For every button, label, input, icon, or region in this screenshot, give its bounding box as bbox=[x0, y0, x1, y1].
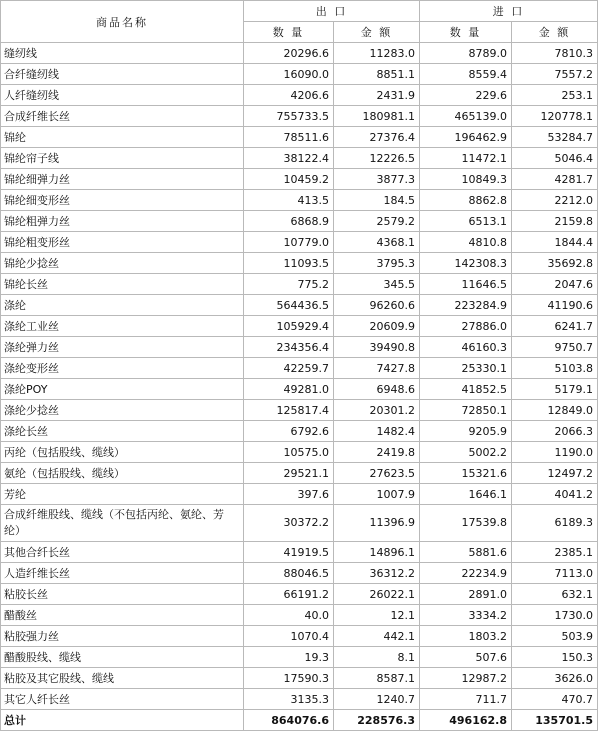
import-quantity-cell: 1646.1 bbox=[420, 484, 512, 505]
export-quantity-cell: 125817.4 bbox=[244, 400, 334, 421]
export-amount-cell: 36312.2 bbox=[334, 563, 420, 584]
product-name-cell: 锦纶少捻丝 bbox=[1, 253, 244, 274]
header-import: 进 口 bbox=[420, 1, 598, 22]
product-name-cell: 醋酸股线、缆线 bbox=[1, 647, 244, 668]
export-quantity-cell: 29521.1 bbox=[244, 463, 334, 484]
export-amount-cell: 4368.1 bbox=[334, 232, 420, 253]
table-row bbox=[1, 211, 598, 232]
table-row bbox=[1, 484, 598, 505]
table-row bbox=[1, 400, 598, 421]
export-quantity-cell: 11093.5 bbox=[244, 253, 334, 274]
import-amount-cell: 6241.7 bbox=[512, 316, 598, 337]
table-row bbox=[1, 689, 598, 710]
export-amount-cell: 12226.5 bbox=[334, 148, 420, 169]
export-amount-cell: 3877.3 bbox=[334, 169, 420, 190]
import-quantity-cell: 41852.5 bbox=[420, 379, 512, 400]
export-quantity-cell: 775.2 bbox=[244, 274, 334, 295]
header-product-name: 商品名称 bbox=[1, 1, 244, 43]
import-amount-cell: 5103.8 bbox=[512, 358, 598, 379]
import-quantity-cell: 223284.9 bbox=[420, 295, 512, 316]
table-row bbox=[1, 647, 598, 668]
import-amount-cell: 253.1 bbox=[512, 85, 598, 106]
import-quantity-cell: 229.6 bbox=[420, 85, 512, 106]
product-name-cell: 锦纶细变形丝 bbox=[1, 190, 244, 211]
import-quantity-cell: 4810.8 bbox=[420, 232, 512, 253]
import-quantity-cell: 507.6 bbox=[420, 647, 512, 668]
export-quantity-cell: 16090.0 bbox=[244, 64, 334, 85]
table-row bbox=[1, 463, 598, 484]
export-amount-cell: 184.5 bbox=[334, 190, 420, 211]
export-quantity-cell: 88046.5 bbox=[244, 563, 334, 584]
export-amount-cell: 96260.6 bbox=[334, 295, 420, 316]
table-row bbox=[1, 379, 598, 400]
export-quantity-cell: 6868.9 bbox=[244, 211, 334, 232]
product-name-cell: 总计 bbox=[1, 710, 244, 731]
export-amount-cell: 6948.6 bbox=[334, 379, 420, 400]
product-name-cell: 氨纶（包括股线、缆线） bbox=[1, 463, 244, 484]
export-amount-cell: 12.1 bbox=[334, 605, 420, 626]
product-name-cell: 涤纶变形丝 bbox=[1, 358, 244, 379]
import-amount-cell: 7113.0 bbox=[512, 563, 598, 584]
import-quantity-cell: 196462.9 bbox=[420, 127, 512, 148]
table-row bbox=[1, 442, 598, 463]
export-quantity-cell: 17590.3 bbox=[244, 668, 334, 689]
product-name-cell: 芳纶 bbox=[1, 484, 244, 505]
import-quantity-cell: 142308.3 bbox=[420, 253, 512, 274]
export-quantity-cell: 78511.6 bbox=[244, 127, 334, 148]
export-quantity-cell: 105929.4 bbox=[244, 316, 334, 337]
export-amount-cell: 8851.1 bbox=[334, 64, 420, 85]
table-row bbox=[1, 668, 598, 689]
product-name-cell: 锦纶粗变形丝 bbox=[1, 232, 244, 253]
table-row bbox=[1, 232, 598, 253]
import-amount-cell: 1844.4 bbox=[512, 232, 598, 253]
export-quantity-cell: 38122.4 bbox=[244, 148, 334, 169]
table-row bbox=[1, 43, 598, 64]
export-amount-cell: 11396.9 bbox=[334, 505, 420, 542]
import-amount-cell: 2385.1 bbox=[512, 542, 598, 563]
import-amount-cell: 2066.3 bbox=[512, 421, 598, 442]
import-quantity-cell: 8559.4 bbox=[420, 64, 512, 85]
table-body bbox=[1, 43, 598, 731]
export-quantity-cell: 755733.5 bbox=[244, 106, 334, 127]
import-amount-cell: 632.1 bbox=[512, 584, 598, 605]
import-amount-cell: 35692.8 bbox=[512, 253, 598, 274]
table-row bbox=[1, 64, 598, 85]
export-amount-cell: 14896.1 bbox=[334, 542, 420, 563]
import-amount-cell: 9750.7 bbox=[512, 337, 598, 358]
export-amount-cell: 7427.8 bbox=[334, 358, 420, 379]
import-amount-cell: 53284.7 bbox=[512, 127, 598, 148]
table-row bbox=[1, 295, 598, 316]
export-amount-cell: 2579.2 bbox=[334, 211, 420, 232]
export-quantity-cell: 41919.5 bbox=[244, 542, 334, 563]
product-name-cell: 人造纤维长丝 bbox=[1, 563, 244, 584]
export-amount-cell: 8.1 bbox=[334, 647, 420, 668]
import-quantity-cell: 46160.3 bbox=[420, 337, 512, 358]
export-quantity-cell: 4206.6 bbox=[244, 85, 334, 106]
export-quantity-cell: 397.6 bbox=[244, 484, 334, 505]
export-quantity-cell: 6792.6 bbox=[244, 421, 334, 442]
export-amount-cell: 2431.9 bbox=[334, 85, 420, 106]
product-name-cell: 丙纶（包括股线、缆线） bbox=[1, 442, 244, 463]
export-quantity-cell: 10459.2 bbox=[244, 169, 334, 190]
import-quantity-cell: 2891.0 bbox=[420, 584, 512, 605]
import-quantity-cell: 11472.1 bbox=[420, 148, 512, 169]
export-quantity-cell: 20296.6 bbox=[244, 43, 334, 64]
table-row bbox=[1, 106, 598, 127]
import-amount-cell: 12849.0 bbox=[512, 400, 598, 421]
export-quantity-cell: 40.0 bbox=[244, 605, 334, 626]
import-amount-cell: 120778.1 bbox=[512, 106, 598, 127]
export-quantity-cell: 3135.3 bbox=[244, 689, 334, 710]
header-export: 出 口 bbox=[244, 1, 420, 22]
product-name-cell: 涤纶 bbox=[1, 295, 244, 316]
export-amount-cell: 2419.8 bbox=[334, 442, 420, 463]
export-amount-cell: 11283.0 bbox=[334, 43, 420, 64]
import-quantity-cell: 1803.2 bbox=[420, 626, 512, 647]
import-amount-cell: 3626.0 bbox=[512, 668, 598, 689]
export-amount-cell: 442.1 bbox=[334, 626, 420, 647]
table-row bbox=[1, 626, 598, 647]
header-import-amount: 金 额 bbox=[512, 22, 598, 43]
import-quantity-cell: 6513.1 bbox=[420, 211, 512, 232]
export-quantity-cell: 66191.2 bbox=[244, 584, 334, 605]
export-amount-cell: 8587.1 bbox=[334, 668, 420, 689]
product-name-cell: 锦纶帘子线 bbox=[1, 148, 244, 169]
export-amount-cell: 26022.1 bbox=[334, 584, 420, 605]
import-quantity-cell: 711.7 bbox=[420, 689, 512, 710]
product-name-cell: 其它人纤长丝 bbox=[1, 689, 244, 710]
export-amount-cell: 1007.9 bbox=[334, 484, 420, 505]
product-name-cell: 缝纫线 bbox=[1, 43, 244, 64]
table-row bbox=[1, 274, 598, 295]
export-amount-cell: 1240.7 bbox=[334, 689, 420, 710]
export-quantity-cell: 49281.0 bbox=[244, 379, 334, 400]
table-row bbox=[1, 85, 598, 106]
export-quantity-cell: 864076.6 bbox=[244, 710, 334, 731]
total-row bbox=[1, 710, 598, 731]
export-amount-cell: 39490.8 bbox=[334, 337, 420, 358]
table-row bbox=[1, 584, 598, 605]
table-row bbox=[1, 337, 598, 358]
product-name-cell: 涤纶长丝 bbox=[1, 421, 244, 442]
import-quantity-cell: 27886.0 bbox=[420, 316, 512, 337]
product-name-cell: 其他合纤长丝 bbox=[1, 542, 244, 563]
export-amount-cell: 3795.3 bbox=[334, 253, 420, 274]
table-row bbox=[1, 316, 598, 337]
import-amount-cell: 1190.0 bbox=[512, 442, 598, 463]
import-quantity-cell: 5881.6 bbox=[420, 542, 512, 563]
import-amount-cell: 150.3 bbox=[512, 647, 598, 668]
table-row bbox=[1, 542, 598, 563]
table-row bbox=[1, 421, 598, 442]
export-quantity-cell: 234356.4 bbox=[244, 337, 334, 358]
import-quantity-cell: 10849.3 bbox=[420, 169, 512, 190]
import-quantity-cell: 465139.0 bbox=[420, 106, 512, 127]
import-quantity-cell: 12987.2 bbox=[420, 668, 512, 689]
product-name-cell: 涤纶POY bbox=[1, 379, 244, 400]
table-row bbox=[1, 148, 598, 169]
table-row bbox=[1, 358, 598, 379]
export-quantity-cell: 564436.5 bbox=[244, 295, 334, 316]
export-amount-cell: 27623.5 bbox=[334, 463, 420, 484]
header-import-quantity: 数 量 bbox=[420, 22, 512, 43]
import-amount-cell: 4041.2 bbox=[512, 484, 598, 505]
import-amount-cell: 503.9 bbox=[512, 626, 598, 647]
export-amount-cell: 1482.4 bbox=[334, 421, 420, 442]
import-quantity-cell: 22234.9 bbox=[420, 563, 512, 584]
import-quantity-cell: 9205.9 bbox=[420, 421, 512, 442]
import-quantity-cell: 17539.8 bbox=[420, 505, 512, 542]
table-row bbox=[1, 605, 598, 626]
export-amount-cell: 345.5 bbox=[334, 274, 420, 295]
export-quantity-cell: 19.3 bbox=[244, 647, 334, 668]
export-amount-cell: 27376.4 bbox=[334, 127, 420, 148]
import-amount-cell: 12497.2 bbox=[512, 463, 598, 484]
import-amount-cell: 7810.3 bbox=[512, 43, 598, 64]
export-quantity-cell: 42259.7 bbox=[244, 358, 334, 379]
product-name-cell: 锦纶长丝 bbox=[1, 274, 244, 295]
import-quantity-cell: 25330.1 bbox=[420, 358, 512, 379]
import-amount-cell: 5046.4 bbox=[512, 148, 598, 169]
header-export-quantity: 数 量 bbox=[244, 22, 334, 43]
product-name-cell: 粘胶强力丝 bbox=[1, 626, 244, 647]
export-amount-cell: 20609.9 bbox=[334, 316, 420, 337]
import-quantity-cell: 496162.8 bbox=[420, 710, 512, 731]
product-name-cell: 合纤缝纫线 bbox=[1, 64, 244, 85]
export-amount-cell: 180981.1 bbox=[334, 106, 420, 127]
product-name-cell: 涤纶弹力丝 bbox=[1, 337, 244, 358]
import-amount-cell: 2212.0 bbox=[512, 190, 598, 211]
import-quantity-cell: 15321.6 bbox=[420, 463, 512, 484]
product-name-cell: 锦纶 bbox=[1, 127, 244, 148]
export-amount-cell: 228576.3 bbox=[334, 710, 420, 731]
table-row bbox=[1, 190, 598, 211]
import-quantity-cell: 72850.1 bbox=[420, 400, 512, 421]
product-name-cell: 涤纶工业丝 bbox=[1, 316, 244, 337]
product-name-cell: 锦纶粗弹力丝 bbox=[1, 211, 244, 232]
import-amount-cell: 1730.0 bbox=[512, 605, 598, 626]
export-amount-cell: 20301.2 bbox=[334, 400, 420, 421]
table-row bbox=[1, 127, 598, 148]
export-quantity-cell: 10779.0 bbox=[244, 232, 334, 253]
import-amount-cell: 135701.5 bbox=[512, 710, 598, 731]
import-amount-cell: 7557.2 bbox=[512, 64, 598, 85]
export-quantity-cell: 413.5 bbox=[244, 190, 334, 211]
product-name-cell: 锦纶细弹力丝 bbox=[1, 169, 244, 190]
import-amount-cell: 2159.8 bbox=[512, 211, 598, 232]
header-export-amount: 金 额 bbox=[334, 22, 420, 43]
import-amount-cell: 5179.1 bbox=[512, 379, 598, 400]
export-quantity-cell: 10575.0 bbox=[244, 442, 334, 463]
import-amount-cell: 470.7 bbox=[512, 689, 598, 710]
import-quantity-cell: 3334.2 bbox=[420, 605, 512, 626]
product-name-cell: 合成纤维股线、缆线（不包括丙纶、氨纶、芳纶） bbox=[1, 505, 244, 542]
import-quantity-cell: 8862.8 bbox=[420, 190, 512, 211]
import-amount-cell: 4281.7 bbox=[512, 169, 598, 190]
import-quantity-cell: 8789.0 bbox=[420, 43, 512, 64]
table-row bbox=[1, 253, 598, 274]
product-name-cell: 粘胶长丝 bbox=[1, 584, 244, 605]
table-row bbox=[1, 169, 598, 190]
import-amount-cell: 2047.6 bbox=[512, 274, 598, 295]
import-amount-cell: 41190.6 bbox=[512, 295, 598, 316]
table-row bbox=[1, 505, 598, 542]
export-quantity-cell: 30372.2 bbox=[244, 505, 334, 542]
table-row bbox=[1, 563, 598, 584]
import-amount-cell: 6189.3 bbox=[512, 505, 598, 542]
import-quantity-cell: 5002.2 bbox=[420, 442, 512, 463]
product-name-cell: 合成纤维长丝 bbox=[1, 106, 244, 127]
product-name-cell: 人纤缝纫线 bbox=[1, 85, 244, 106]
product-name-cell: 醋酸丝 bbox=[1, 605, 244, 626]
product-name-cell: 涤纶少捻丝 bbox=[1, 400, 244, 421]
import-quantity-cell: 11646.5 bbox=[420, 274, 512, 295]
export-quantity-cell: 1070.4 bbox=[244, 626, 334, 647]
product-name-cell: 粘胶及其它股线、缆线 bbox=[1, 668, 244, 689]
